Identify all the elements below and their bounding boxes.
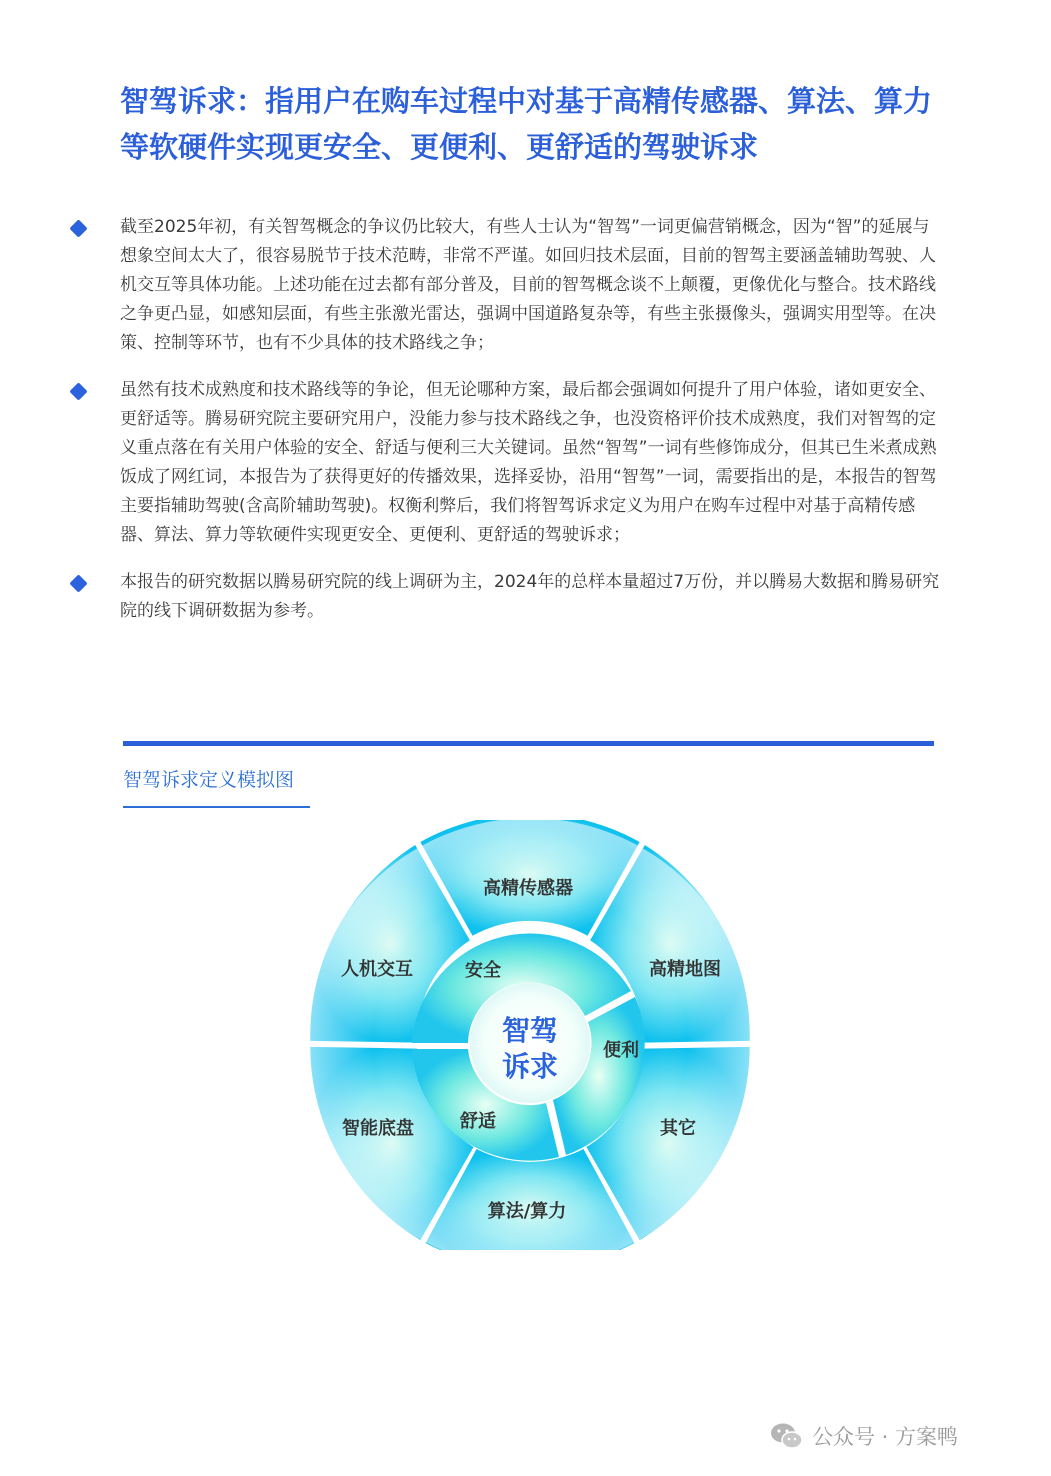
figure-title: 智驾诉求定义模拟图 [123,769,295,791]
diamond-bullet-icon [69,219,87,237]
bullet-item [70,213,940,358]
figure-title-underline [123,806,310,808]
outer-label-algorithm: 算法/算力 [487,1201,567,1222]
outer-label-other: 其它 [660,1118,696,1139]
outer-label-chassis: 智能底盘 [342,1118,414,1139]
footer-watermark [770,1416,1030,1456]
inner-label-convenience: 便利 [603,1040,639,1061]
bullet-item [70,376,940,550]
inner-label-comfort: 舒适 [460,1111,496,1132]
outer-label-hmi: 人机交互 [341,959,413,980]
bullet-text: 截至2025年初，有关智驾概念的争议仍比较大，有些人士认为“智驾”一词更偏营销概念，因为“智”的延展与想象空间太大了，很容易脱节于技术范畴，非常不严谨。如回归技术层面，目前的智驾主要涵盖辅助驾驶、人机交互等具体功能。上述功能在过去都有部分普及，目前的智驾概念谈不上颠覆，更像优化与整合。技术路线之争更凸显，如感知层面，有些主张激光雷达，强调中国道路复杂等，有些主张摄像头，强调实用型等。在决策、控制等环节，也有不少具体的技术路线之争； [120,217,936,353]
diamond-bullet-icon [69,574,87,592]
page-title: 智驾诉求：指用户在购车过程中对基于高精传感器、算法、算力等软硬件实现更安全、更便利、更舒适的驾驶诉求 [120,84,933,164]
outer-label-map: 高精地图 [649,959,721,980]
bullet-list [70,213,940,644]
center-label-line2: 诉求 [501,1050,559,1083]
center-label-line1: 智驾 [501,1014,559,1047]
bullet-item [70,568,940,626]
bullet-text: 虽然有技术成熟度和技术路线等的争论，但无论哪种方案，最后都会强调如何提升了用户体验，诸如更安全、更舒适等。腾易研究院主要研究用户，没能力参与技术路线之争，也没资格评价技术成熟度，我们对智驾的定义重点落在有关用户体验的安全、舒适与便利三大关键词。虽然“智驾”一词有些修饰成分，但其已生米煮成熟饭成了网红词，本报告为了获得更好的传播效果，选择妥协，沿用“智驾”一词，需要指出的是，本报告的智驾主要指辅助驾驶(含高阶辅助驾驶)。权衡利弊后，我们将智驾诉求定义为用户在购车过程中对基于高精传感器、算法、算力等软硬件实现更安全、更便利、更舒适的驾驶诉求； [120,380,937,545]
footer-text: 公众号 · 方案鸭 [812,1425,959,1449]
demand-definition-diagram [300,820,760,1250]
inner-label-safety: 安全 [465,960,501,981]
bullet-text: 本报告的研究数据以腾易研究院的线上调研为主，2024年的总样本量超过7万份，并以腾易大数据和腾易研究院的线下调研数据为参考。 [120,572,940,621]
wechat-icon [770,1422,804,1450]
diamond-bullet-icon [69,382,87,400]
outer-label-sensor: 高精传感器 [483,878,573,899]
section-divider [123,741,934,746]
